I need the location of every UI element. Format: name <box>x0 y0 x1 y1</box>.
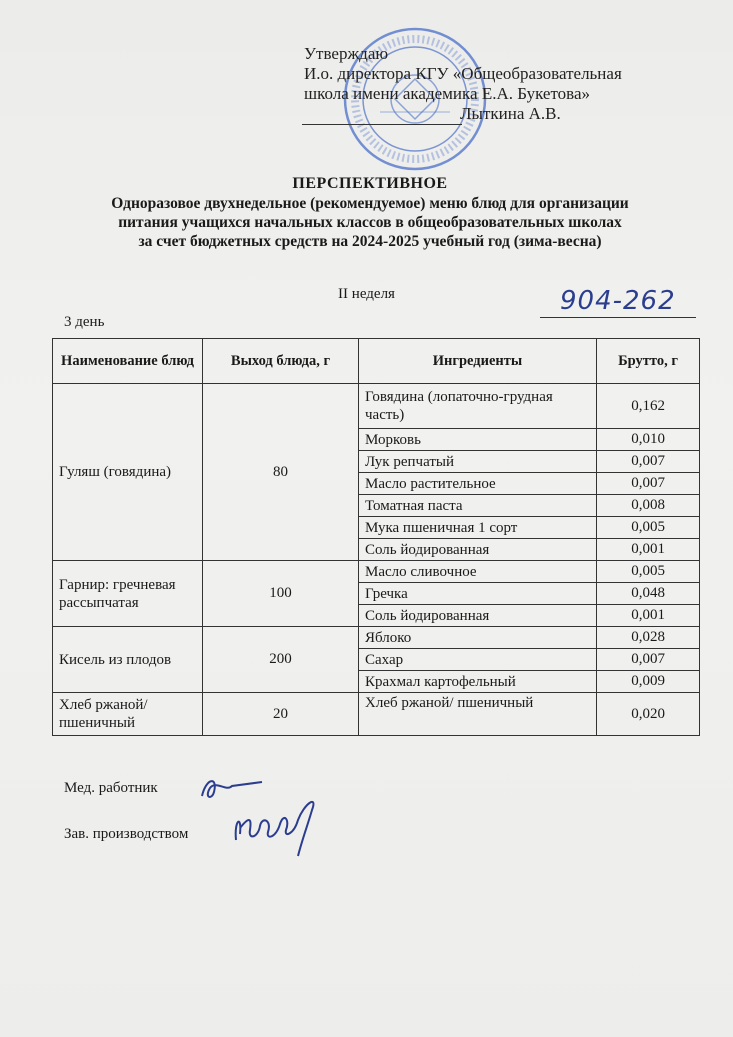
subtitle-line-3: за счет бюджетных средств на 2024-2025 учебный год (зима-весна) <box>138 233 602 250</box>
approval-name: Лыткина А.В. <box>460 104 561 123</box>
ingredient-name: Сахар <box>359 649 597 671</box>
dish-yield: 200 <box>203 627 359 693</box>
approval-block <box>304 44 704 124</box>
ingredient-name: Лук репчатый <box>359 451 597 473</box>
production-head-label: Зав. производством <box>64 826 189 842</box>
ingredient-brutto: 0,007 <box>597 473 700 495</box>
approval-school: школа имени академика Е.А. Букетова» <box>304 84 591 103</box>
ingredient-name: Хлеб ржаной/ пшеничный <box>359 693 597 736</box>
ingredient-name: Томатная паста <box>359 495 597 517</box>
ingredient-brutto: 0,048 <box>597 583 700 605</box>
table-row <box>53 627 700 649</box>
day-label: 3 день <box>64 314 105 330</box>
week-label: II неделя <box>338 286 395 302</box>
table-header-row <box>53 339 700 384</box>
approval-position: И.о. директора КГУ «Общеобразовательная <box>304 64 622 83</box>
document-title: ПЕРСПЕКТИВНОЕ <box>292 175 448 192</box>
table-row <box>53 693 700 736</box>
ingredient-name: Соль йодированная <box>359 605 597 627</box>
ingredient-brutto: 0,009 <box>597 671 700 693</box>
medic-label: Мед. работник <box>64 780 158 796</box>
ingredient-name: Соль йодированная <box>359 539 597 561</box>
header-brutto: Брутто, г <box>597 339 700 384</box>
dish-yield: 80 <box>203 384 359 561</box>
ingredient-brutto: 0,020 <box>597 693 700 736</box>
handwritten-number: 904-262 <box>560 286 676 316</box>
ingredient-name: Говядина (лопаточно-грудная часть) <box>359 384 597 429</box>
table-row <box>53 561 700 583</box>
header-dish: Наименование блюд <box>53 339 203 384</box>
ingredient-brutto: 0,007 <box>597 451 700 473</box>
ingredient-brutto: 0,005 <box>597 517 700 539</box>
ingredient-name: Мука пшеничная 1 сорт <box>359 517 597 539</box>
dish-name: Гарнир: гречневая рассыпчатая <box>53 561 203 627</box>
dish-yield: 20 <box>203 693 359 736</box>
subtitle-line-1: Одноразовое двухнедельное (рекомендуемое) меню блюд для организации <box>111 195 629 212</box>
ingredient-name: Масло сливочное <box>359 561 597 583</box>
ingredient-name: Гречка <box>359 583 597 605</box>
subtitle-line-2: питания учащихся начальных классов в общеобразовательных школах <box>118 214 622 231</box>
production-head-signature-icon <box>228 790 328 860</box>
dish-name: Кисель из плодов <box>53 627 203 693</box>
ingredient-brutto: 0,001 <box>597 539 700 561</box>
ingredient-brutto: 0,008 <box>597 495 700 517</box>
header-ingredients: Ингредиенты <box>359 339 597 384</box>
approval-approved: Утверждаю <box>304 44 389 63</box>
ingredient-brutto: 0,005 <box>597 561 700 583</box>
ingredient-brutto: 0,007 <box>597 649 700 671</box>
header-yield: Выход блюда, г <box>203 339 359 384</box>
ingredient-name: Масло растительное <box>359 473 597 495</box>
ingredient-brutto: 0,010 <box>597 429 700 451</box>
dish-yield: 100 <box>203 561 359 627</box>
ingredient-name: Яблоко <box>359 627 597 649</box>
ingredient-brutto: 0,162 <box>597 384 700 429</box>
ingredient-name: Крахмал картофельный <box>359 671 597 693</box>
number-underline <box>540 317 696 318</box>
dish-name: Хлеб ржаной/ пшеничный <box>53 693 203 736</box>
dish-name: Гуляш (говядина) <box>53 384 203 561</box>
ingredient-brutto: 0,001 <box>597 605 700 627</box>
document-heading <box>20 174 720 251</box>
approval-signature-line <box>302 124 462 125</box>
table-row <box>53 384 700 429</box>
ingredient-brutto: 0,028 <box>597 627 700 649</box>
menu-table <box>52 338 700 736</box>
ingredient-name: Морковь <box>359 429 597 451</box>
